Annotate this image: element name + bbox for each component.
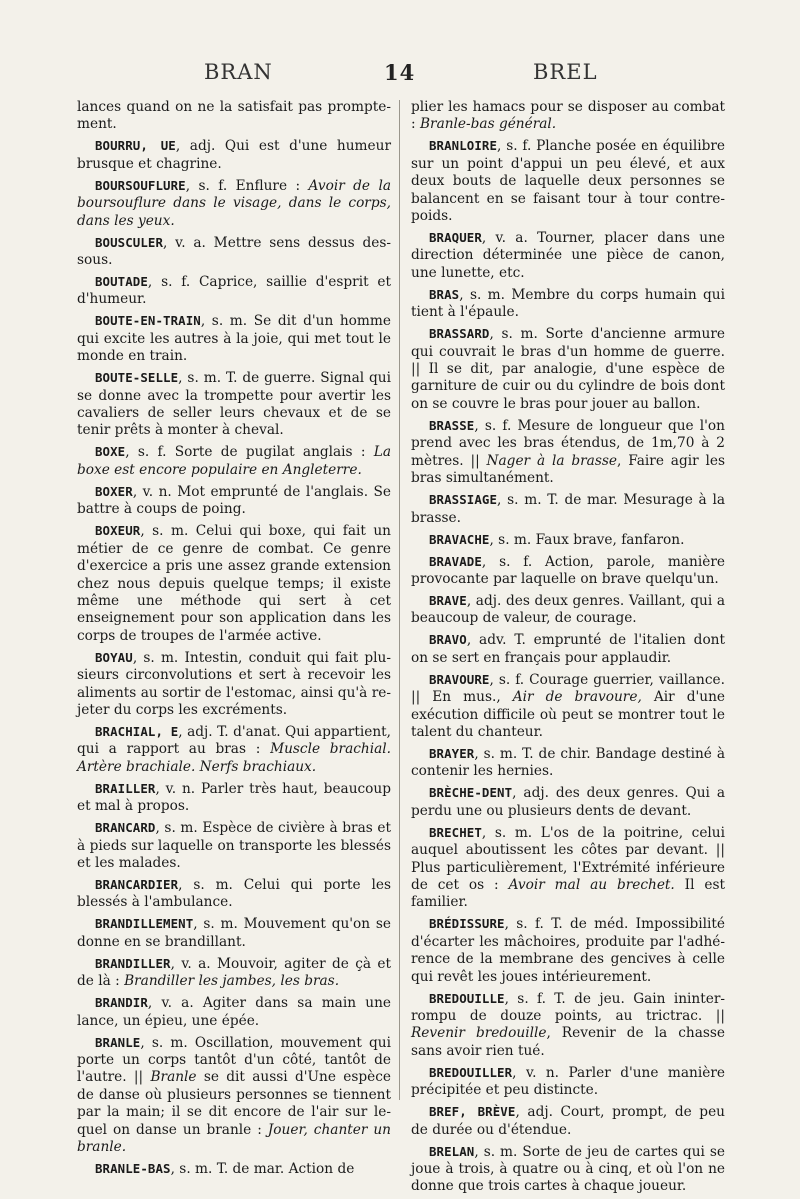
headword: BRÈCHE-DENT bbox=[429, 785, 513, 801]
dictionary-entry bbox=[411, 1143, 725, 1196]
definition-text: , v. a. Mettre sens dessus dessous. bbox=[77, 234, 391, 269]
dictionary-entry bbox=[77, 369, 391, 440]
example-text: Revenir bredouille bbox=[411, 1025, 547, 1042]
headword: BRANLE-BAS bbox=[95, 1161, 171, 1177]
headword: BOUTADE bbox=[95, 274, 148, 290]
dictionary-entry bbox=[411, 1064, 725, 1100]
dictionary-entry bbox=[77, 915, 391, 951]
dictionary-entry bbox=[411, 531, 725, 549]
headword: BRASSE bbox=[429, 417, 475, 433]
page-number: 14 bbox=[384, 60, 416, 85]
definition-text: , adj. Qui est d'une humeur brusque et chagrine. bbox=[77, 138, 391, 172]
headword: BREDOUILLER bbox=[429, 1064, 513, 1080]
dictionary-entry bbox=[77, 780, 391, 816]
definition-text: , s. f. T. de méd. Impossibilité d'écarter les mâchoires, produite par l'adhérence de la membrane des gencives à celle qui revêt les joues intérieurement. bbox=[411, 916, 725, 985]
headword: BRASSARD bbox=[429, 326, 490, 342]
definition-text: , s. f. Courage guerrier, vaillance. || En mus., bbox=[411, 671, 725, 706]
headword: BOXER bbox=[95, 483, 133, 499]
definition-text: , adj. T. d'anat. Qui appartient, qui a rapport au bras : bbox=[77, 723, 391, 758]
headword: BRAVADE bbox=[429, 553, 482, 569]
example-text: Avoir mal au brechet. bbox=[508, 876, 675, 893]
example-text: Brandiller les jambes, les bras. bbox=[124, 973, 340, 990]
definition-text: , v. n. Mot emprunté de l'anglais. Se battre à coups de poing. bbox=[77, 483, 391, 518]
headword: BRANCARDIER bbox=[95, 876, 179, 892]
dictionary-entry bbox=[411, 592, 725, 628]
dictionary-entry bbox=[77, 443, 391, 479]
headword: BOURRU, UE bbox=[95, 138, 176, 154]
definition-text: , v. a. Tourner, placer dans une direction déterminée une pièce de canon, une lunette, etc. bbox=[411, 230, 725, 281]
definition-text: , s. f. Planche posée en équilibre sur un point d'appui un peu élevé, et aux deux bouts de laquelle deux personnes se balancent en se faisant tour à tour contrepoids. bbox=[411, 138, 725, 225]
example-text: Branle bbox=[150, 1069, 197, 1086]
headword: BRANLOIRE bbox=[429, 138, 498, 154]
dictionary-entry bbox=[77, 876, 391, 912]
definition-text: , adj. Court, prompt, de peu de durée ou d'étendue. bbox=[411, 1104, 725, 1138]
dictionary-entry bbox=[411, 1103, 725, 1139]
definition-text: , v. n. Parler d'une manière précipitée et peu distincte. bbox=[411, 1064, 725, 1099]
definition-text: , s. f. Sorte de pugilat anglais : bbox=[125, 444, 374, 461]
definition-text: , Revenir de la chasse sans avoir rien tué. bbox=[411, 1025, 725, 1059]
headword: BOXE bbox=[95, 444, 126, 460]
headword: BOUSCULER bbox=[95, 234, 164, 250]
dictionary-entry bbox=[411, 631, 725, 667]
definition-text: , Faire agir les bras simultanément. bbox=[411, 452, 725, 487]
headword: BOURSOUFLURE bbox=[95, 177, 186, 193]
headword: BRELAN bbox=[429, 1143, 475, 1159]
definition-text: , s. m. T. de mar. Action de bbox=[170, 1161, 355, 1178]
running-header bbox=[0, 60, 800, 94]
headword: BRÉDISSURE bbox=[429, 916, 505, 932]
dictionary-entry bbox=[77, 483, 391, 519]
definition-text: , s. f. Caprice, saillie d'esprit et d'humeur. bbox=[77, 274, 391, 308]
headword: BREDOUILLE bbox=[429, 990, 505, 1006]
definition-text: , s. m. Se dit d'un homme qui excite les autres à la joie, qui met tout le monde en train. bbox=[77, 313, 391, 365]
dictionary-entry bbox=[77, 273, 391, 309]
example-text: La boxe est encore populaire en Angleterre. bbox=[77, 444, 391, 478]
definition-text: plier les hamacs pour se disposer au combat : bbox=[411, 99, 725, 133]
headword: BRAVO bbox=[429, 632, 467, 648]
definition-text: , s. m. Oscillation, mouvement qui porte un corps tantôt d'un côté, tantôt de l'autre. || bbox=[77, 1034, 391, 1086]
example-text: Air de bravoure, bbox=[512, 689, 642, 706]
dictionary-entry bbox=[411, 745, 725, 781]
definition-text: , s. m. T. de mar. Mesurage à la brasse. bbox=[411, 492, 725, 526]
headword: BRANDIR bbox=[95, 995, 148, 1011]
definition-text: lances quand on ne la satisfait pas promptement. bbox=[77, 99, 391, 133]
dictionary-entry bbox=[411, 915, 725, 986]
dictionary-entry bbox=[411, 990, 725, 1061]
example-text: Avoir de la boursouflure dans le visage, dans le corps, dans les yeux. bbox=[77, 177, 391, 229]
dictionary-entry bbox=[77, 1034, 391, 1157]
headword: BREF, BRÈVE bbox=[429, 1104, 516, 1120]
dictionary-entry bbox=[411, 671, 725, 742]
definition-text: , s. f. Enflure : bbox=[185, 177, 309, 194]
dictionary-entry bbox=[77, 137, 391, 173]
header-left-guideword: BRAN bbox=[204, 60, 273, 84]
headword: BRANCARD bbox=[95, 820, 156, 836]
headword: BRAYER bbox=[429, 745, 475, 761]
dictionary-entry bbox=[77, 994, 391, 1030]
dictionary-entry bbox=[411, 99, 725, 134]
right-column bbox=[411, 99, 725, 1199]
headword: BRANDILLER bbox=[95, 955, 171, 971]
dictionary-entry bbox=[77, 723, 391, 776]
dictionary-entry bbox=[77, 819, 391, 872]
definition-text: , adv. T. emprunté de l'italien dont on se sert en français pour applaudir. bbox=[411, 632, 725, 666]
dictionary-entry bbox=[77, 234, 391, 270]
headword: BOXEUR bbox=[95, 523, 141, 539]
dictionary-entry bbox=[77, 177, 391, 230]
dictionary-entry bbox=[77, 1160, 391, 1178]
header-right-guideword: BREL bbox=[533, 60, 598, 84]
definition-text: , s. f. Action, parole, manière provocante par laquelle on brave quelqu'un. bbox=[411, 553, 725, 587]
dictionary-entry bbox=[411, 824, 725, 912]
dictionary-entry bbox=[77, 522, 391, 645]
headword: BRAVOURE bbox=[429, 671, 490, 687]
headword: BOUTE-EN-TRAIN bbox=[95, 313, 201, 329]
dictionary-entry bbox=[77, 649, 391, 720]
headword: BRECHET bbox=[429, 824, 482, 840]
example-text: Branle-bas général. bbox=[419, 116, 557, 133]
definition-text: , v. a. Agiter dans sa main une lance, un épieu, une épée. bbox=[77, 995, 391, 1029]
definition-text: , s. m. Mouvement qu'on se donne en se brandillant. bbox=[77, 916, 391, 950]
headword: BRANDILLEMENT bbox=[95, 916, 194, 932]
dictionary-entry bbox=[411, 417, 725, 488]
dictionary-entry bbox=[77, 955, 391, 991]
headword: BRAILLER bbox=[95, 780, 156, 796]
definition-text: , s. m. T. de guerre. Signal qui se donne avec la trompette pour avertir les cavaliers de seller leurs chevaux et de se tenir prêts à monter à cheval. bbox=[77, 370, 391, 439]
dictionary-entry bbox=[411, 286, 725, 322]
headword: BOYAU bbox=[95, 649, 133, 665]
definition-text: , s. m. Celui qui boxe, qui fait un métier de ce genre de combat. Ce genre d'exercice a pris une assez grande extension chez nous depuis quelque temps; il existe même une méthode qui sert à cet enseignement pour son application dans les corps de troupes de l'armée active. bbox=[77, 523, 391, 644]
example-text: Nager à la brasse bbox=[486, 452, 617, 469]
headword: BOUTE-SELLE bbox=[95, 370, 179, 386]
definition-text: Il est familier. bbox=[411, 876, 725, 911]
definition-text: , s. f. T. de jeu. Gain ininterrompu de douze points, au trictrac. || bbox=[411, 990, 725, 1024]
headword: BRAQUER bbox=[429, 230, 482, 246]
dictionary-entry bbox=[411, 137, 725, 225]
definition-text: , s. m. T. de chir. Bandage destiné à contenir les hernies. bbox=[411, 745, 725, 780]
dictionary-entry bbox=[411, 229, 725, 282]
headword: BRAS bbox=[429, 286, 460, 302]
headword: BRASSIAGE bbox=[429, 492, 498, 508]
definition-text: , adj. des deux genres. Qui a perdu une ou plusieurs dents de devant. bbox=[411, 785, 725, 819]
headword: BRAVE bbox=[429, 592, 467, 608]
headword: BRAVACHE bbox=[429, 531, 490, 547]
definition-text: , s. m. Membre du corps humain qui tient à l'épaule. bbox=[411, 286, 725, 321]
definition-text: , v. a. Mouvoir, agiter de çà et de là : bbox=[77, 955, 391, 990]
definition-text: , s. f. Mesure de longueur que l'on prend avec les bras étendus, de 1m,70 à 2 mètres. || bbox=[411, 417, 725, 469]
definition-text: , s. m. Sorte de jeu de cartes qui se joue à trois, à quatre ou à cinq, et où l'on ne donne que trois cartes à chaque joueur. bbox=[411, 1143, 725, 1195]
dictionary-entry bbox=[77, 312, 391, 365]
example-text: Muscle brachial. Artère brachiale. Nerfs brachiaux. bbox=[77, 741, 391, 775]
dictionary-entry bbox=[411, 784, 725, 820]
definition-text: se dit aussi d'Une espèce de danse où plusieurs personnes se tiennent par la main; il se dit encore de l'air sur lequel on danse un branle : bbox=[77, 1069, 391, 1138]
headword: BRACHIAL, E bbox=[95, 723, 179, 739]
definition-text: , s. m. Faux brave, fanfaron. bbox=[489, 531, 685, 548]
definition-text: , s. m. Celui qui porte les blessés à l'ambulance. bbox=[77, 876, 391, 911]
definition-text: , v. n. Parler très haut, beaucoup et mal à propos. bbox=[77, 780, 391, 815]
definition-text: Air d'une exécution difficile où peut se montrer tout le talent du chanteur. bbox=[411, 689, 725, 740]
definition-text: , adj. des deux genres. Vaillant, qui a beaucoup de valeur, de courage. bbox=[411, 592, 725, 627]
dictionary-entry bbox=[411, 491, 725, 527]
dictionary-entry bbox=[411, 553, 725, 589]
definition-text: , s. m. Intestin, conduit qui fait plusieurs circonvolutions et sert à recevoir les aliments au sortir de l'estomac, ainsi qu'à rejeter du corps les excréments. bbox=[77, 649, 391, 718]
left-column bbox=[77, 99, 391, 1182]
headword: BRANLE bbox=[95, 1034, 141, 1050]
example-text: Jouer, chanter un branle. bbox=[77, 1121, 391, 1156]
dictionary-entry bbox=[77, 99, 391, 134]
dictionary-entry bbox=[411, 325, 725, 413]
column-divider bbox=[399, 100, 400, 1100]
definition-text: , s. m. Sorte d'ancienne armure qui couvrait le bras d'un homme de guerre. || Il se dit, par analogie, d'une espèce de garniture de cuir ou du cylindre de bois dont on se couvre le bras pour jouer au ballon. bbox=[411, 326, 725, 412]
definition-text: , s. m. Espèce de civière à bras et à pieds sur laquelle on transporte les blessés et les malades. bbox=[77, 820, 391, 871]
definition-text: , s. m. L'os de la poitrine, celui auquel aboutissent les côtes par devant. || Plus particulièrement, l'Extrémité inférieure de cet os : bbox=[411, 824, 725, 893]
